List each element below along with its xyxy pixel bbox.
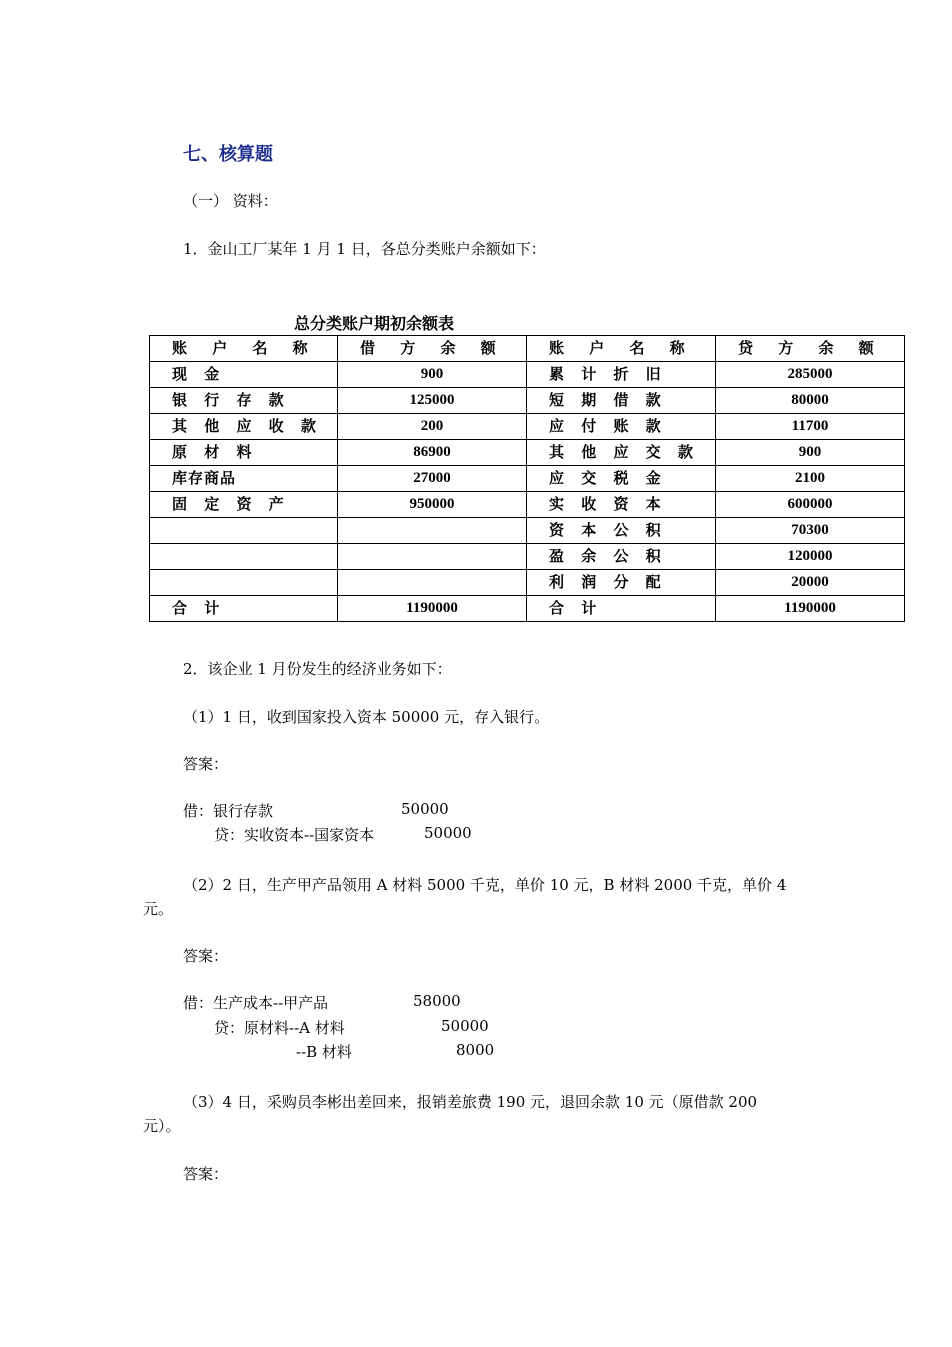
credit-account-name: 实 收 资 本 — [527, 492, 716, 518]
credit-balance: 120000 — [716, 544, 905, 570]
table-row — [150, 518, 905, 544]
debit-account-name: 现 金 — [150, 362, 338, 388]
debit-account-name: 固 定 资 产 — [150, 492, 338, 518]
credit-account-name: 短 期 借 款 — [527, 388, 716, 414]
credit-balance: 70300 — [716, 518, 905, 544]
debit-account-name: 其 他 应 收 款 — [150, 414, 338, 440]
table-row — [150, 440, 905, 466]
debit-balance: 950000 — [338, 492, 527, 518]
debit-balance — [338, 570, 527, 596]
debit-account-name — [150, 544, 338, 570]
table-row — [150, 570, 905, 596]
credit-total-label: 合 计 — [527, 596, 716, 622]
question-2-line-1: （2）2 日，生产甲产品领用 A 材料 5000 千克，单价 10 元，B 材料 2000 千克，单价 4 — [183, 876, 787, 894]
debit-balance — [338, 518, 527, 544]
credit-balance: 20000 — [716, 570, 905, 596]
answer-1-debit-label: 借：银行存款 — [183, 802, 274, 820]
answer-1-credit-label: 贷：实收资本--国家资本 — [214, 826, 375, 844]
answer-2-credit-amount: 50000 — [441, 1017, 489, 1035]
table-header-row — [150, 336, 905, 362]
debit-balance: 200 — [338, 414, 527, 440]
column-header: 账 户 名 称 — [527, 336, 716, 362]
debit-balance: 27000 — [338, 466, 527, 492]
credit-account-name: 其 他 应 交 款 — [527, 440, 716, 466]
credit-account-name: 应 付 账 款 — [527, 414, 716, 440]
table-row — [150, 414, 905, 440]
credit-account-name: 累 计 折 旧 — [527, 362, 716, 388]
credit-total: 1190000 — [716, 596, 905, 622]
table-total-row — [150, 596, 905, 622]
table-row — [150, 388, 905, 414]
table-row — [150, 362, 905, 388]
column-header: 贷 方 余 额 — [716, 336, 905, 362]
answer-1-debit-amount: 50000 — [401, 800, 449, 818]
column-header: 账 户 名 称 — [150, 336, 338, 362]
answer-label: 答案： — [183, 947, 229, 965]
balance-table — [149, 335, 905, 622]
credit-balance: 2100 — [716, 466, 905, 492]
table-row — [150, 466, 905, 492]
credit-balance: 11700 — [716, 414, 905, 440]
question-3-line-1: （3）4 日，采购员李彬出差回来，报销差旅费 190 元，退回余款 10 元（原借款 200 — [183, 1093, 758, 1111]
debit-account-name: 银 行 存 款 — [150, 388, 338, 414]
table-row — [150, 544, 905, 570]
paragraph-1: 1．金山工厂某年 1 月 1 日，各总分类账户余额如下： — [183, 240, 546, 258]
table-row — [150, 492, 905, 518]
debit-total: 1190000 — [338, 596, 527, 622]
answer-1-credit-amount: 50000 — [424, 824, 472, 842]
credit-account-name: 盈 余 公 积 — [527, 544, 716, 570]
credit-account-name: 资 本 公 积 — [527, 518, 716, 544]
credit-account-name: 应 交 税 金 — [527, 466, 716, 492]
paragraph-2: 2．该企业 1 月份发生的经济业务如下： — [183, 660, 452, 678]
question-1: （1）1 日，收到国家投入资本 50000 元，存入银行。 — [183, 708, 550, 726]
debit-balance — [338, 544, 527, 570]
debit-account-name: 库存商品 — [150, 466, 338, 492]
question-3-line-2: 元）。 — [143, 1117, 181, 1135]
column-header: 借 方 余 额 — [338, 336, 527, 362]
credit-balance: 900 — [716, 440, 905, 466]
answer-label: 答案： — [183, 755, 229, 773]
answer-2-credit2-amount: 8000 — [456, 1041, 495, 1059]
credit-balance: 80000 — [716, 388, 905, 414]
debit-account-name: 原 材 料 — [150, 440, 338, 466]
debit-balance: 86900 — [338, 440, 527, 466]
answer-2-debit-label: 借：生产成本--甲产品 — [183, 994, 329, 1012]
credit-account-name: 利 润 分 配 — [527, 570, 716, 596]
answer-label: 答案： — [183, 1165, 229, 1183]
section-label: （一） 资料： — [183, 192, 278, 210]
page-heading: 七、核算题 — [183, 144, 273, 165]
table-title: 总分类账户期初余额表 — [294, 314, 455, 333]
debit-account-name — [150, 570, 338, 596]
answer-2-debit-amount: 58000 — [413, 992, 461, 1010]
answer-2-credit-label: 贷：原材料--A 材料 — [214, 1019, 345, 1037]
debit-balance: 125000 — [338, 388, 527, 414]
debit-account-name — [150, 518, 338, 544]
debit-total-label: 合 计 — [150, 596, 338, 622]
question-2-line-2: 元。 — [143, 900, 174, 918]
credit-balance: 600000 — [716, 492, 905, 518]
answer-2-credit2-label: --B 材料 — [296, 1043, 352, 1061]
debit-balance: 900 — [338, 362, 527, 388]
credit-balance: 285000 — [716, 362, 905, 388]
